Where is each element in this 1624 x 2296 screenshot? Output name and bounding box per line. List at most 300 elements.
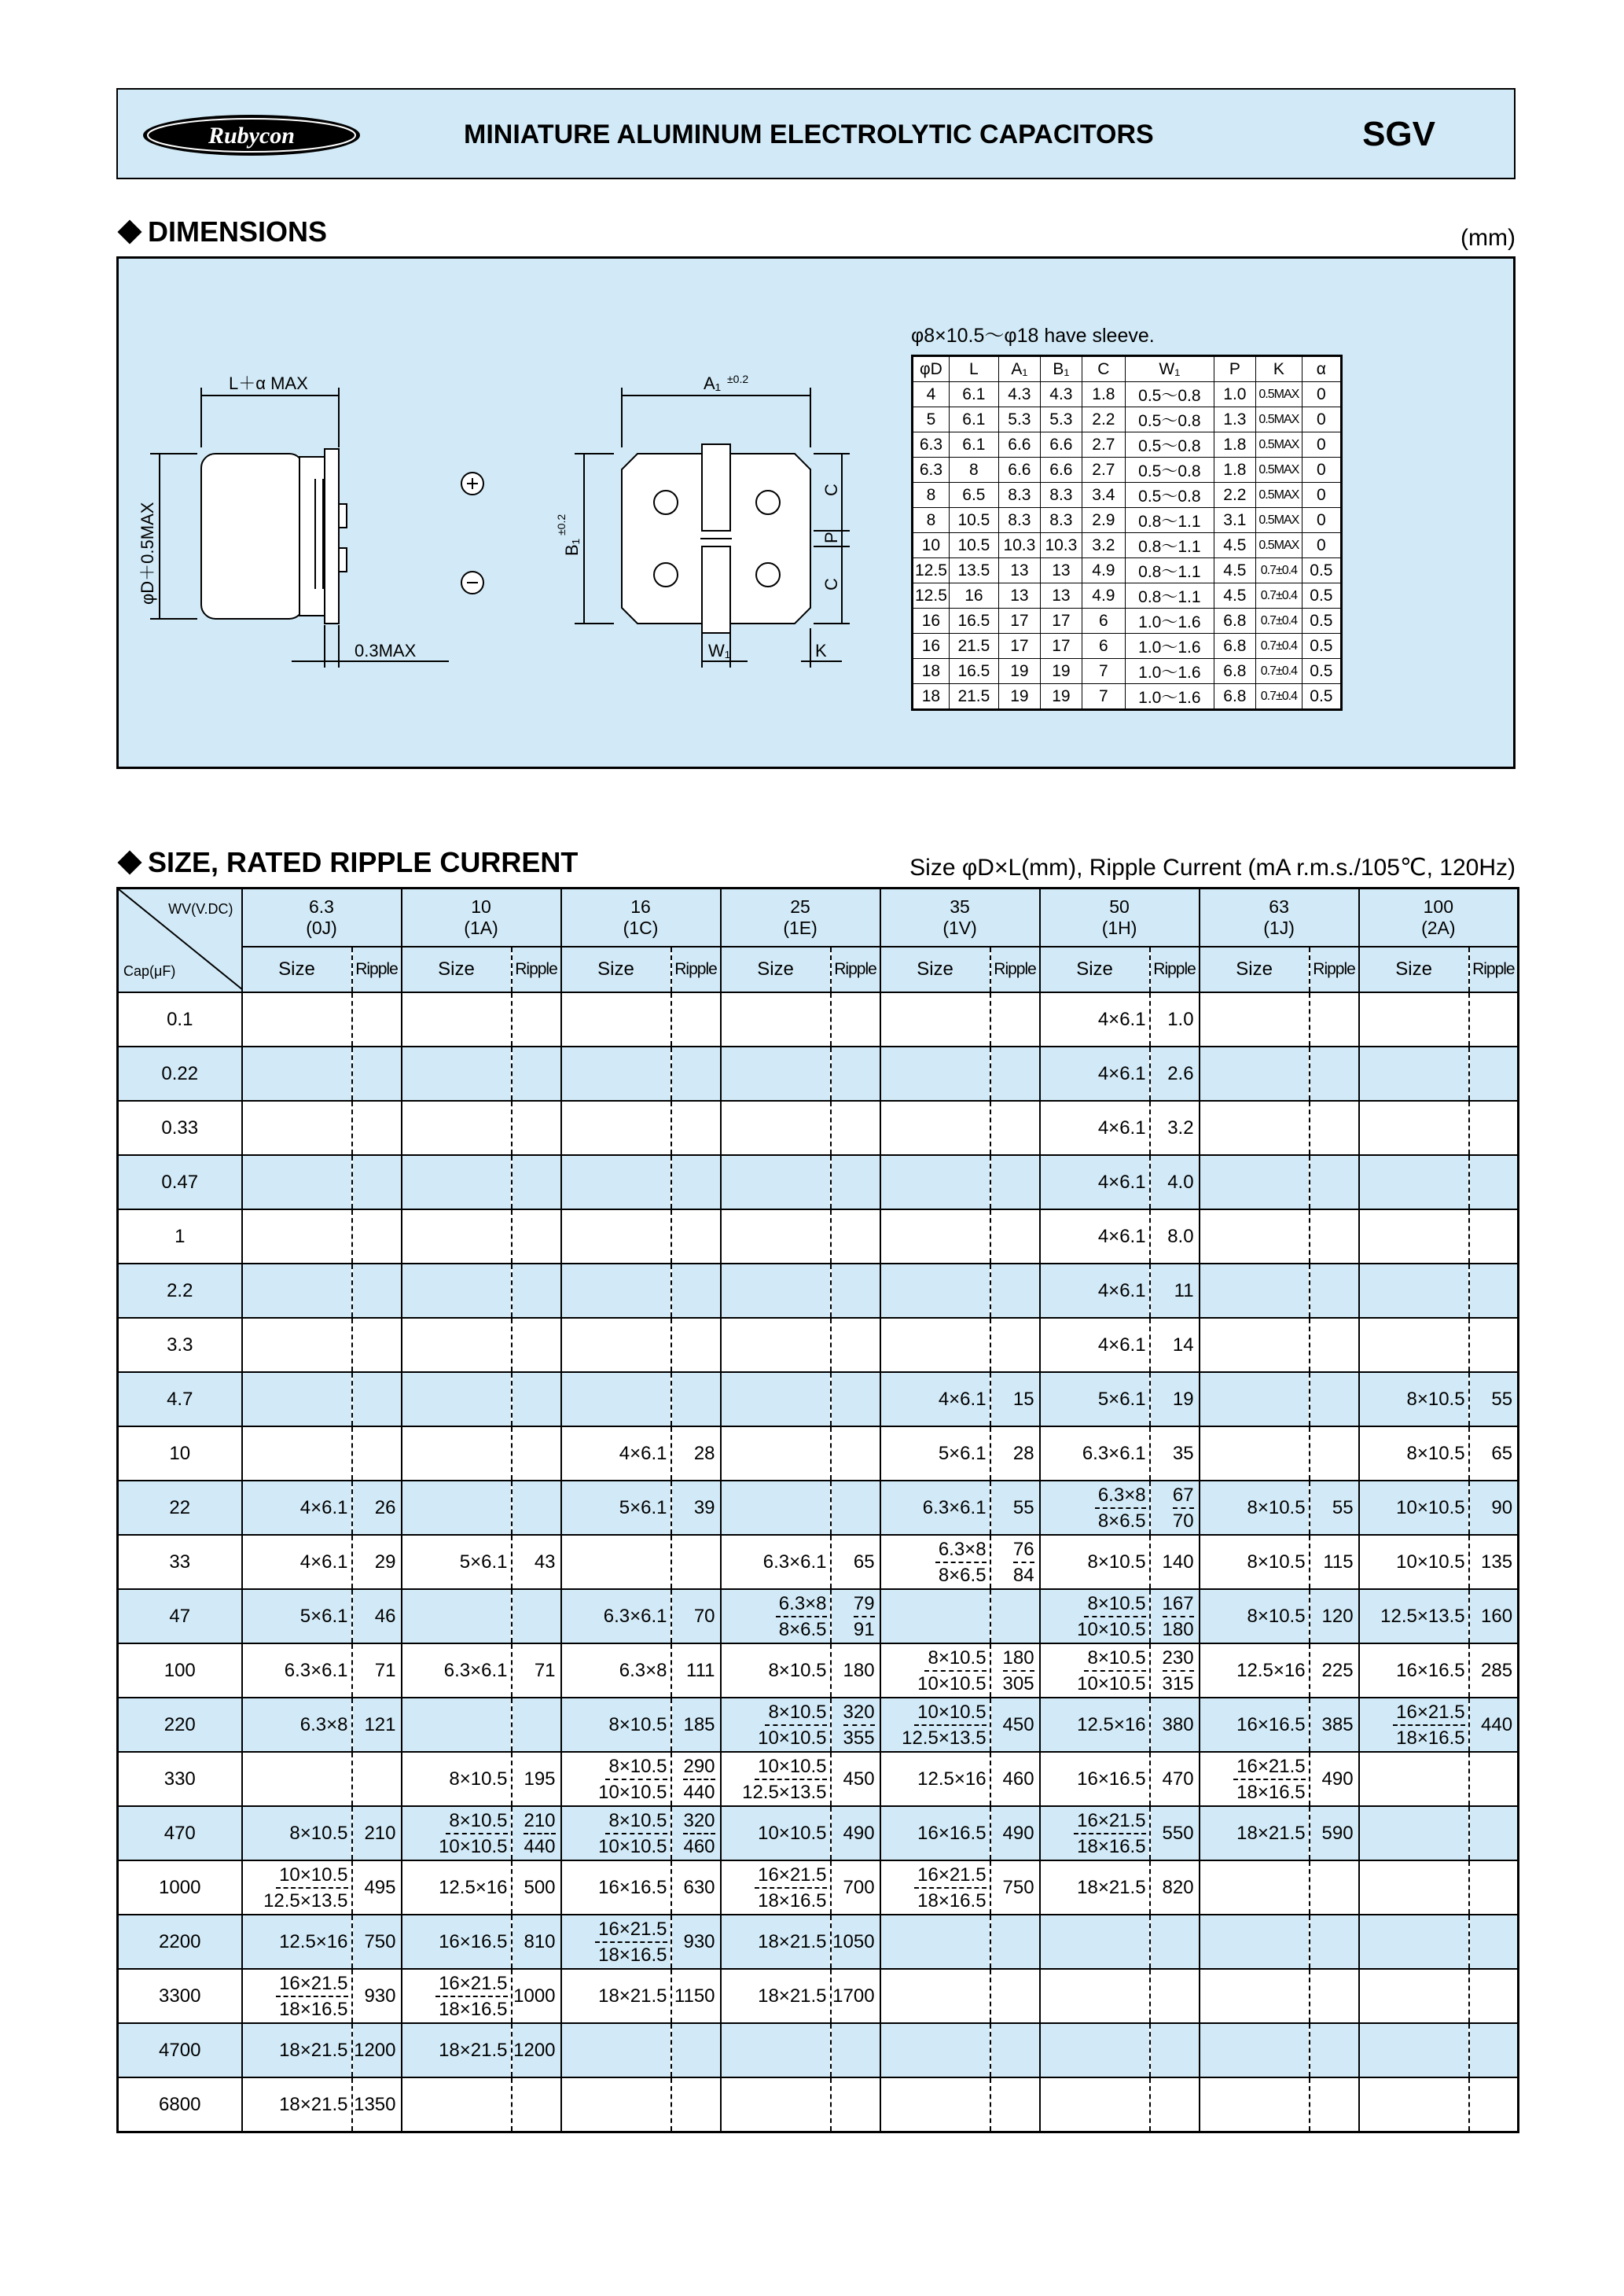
dim-cell: 17 bbox=[1040, 634, 1082, 659]
ripple-cell: 1000 bbox=[512, 1969, 561, 2023]
dim-cell: 19 bbox=[998, 659, 1040, 684]
size-cell: 16×16.5 bbox=[561, 1860, 671, 1915]
ripple-cell: 820 bbox=[1150, 1860, 1200, 1915]
dim-cell: 10 bbox=[913, 533, 950, 558]
dim-cell: 0.5～0.8 bbox=[1125, 432, 1214, 458]
ripple-value: 70 bbox=[1172, 1510, 1194, 1532]
ripple-cell: 39 bbox=[671, 1481, 721, 1535]
size-col-header: Size bbox=[242, 947, 352, 992]
size-cell bbox=[721, 1209, 831, 1264]
ripple-col-header: Ripple bbox=[1310, 947, 1359, 992]
size-cell bbox=[561, 1806, 671, 1860]
ripple-cell bbox=[1310, 1101, 1359, 1155]
size-cell bbox=[1040, 1589, 1150, 1643]
dim-cell: 0.8～1.1 bbox=[1125, 508, 1214, 533]
corner-wv-label: WV(V.DC) bbox=[168, 901, 233, 917]
size-cell bbox=[721, 1155, 831, 1209]
ripple-header-voltage-row bbox=[118, 889, 1519, 947]
size-cell bbox=[721, 1481, 831, 1535]
ripple-col-header: Ripple bbox=[352, 947, 402, 992]
voltage-code: (1H) bbox=[1101, 918, 1137, 938]
ripple-cell: 1150 bbox=[671, 1969, 721, 2023]
capacitance-cell: 220 bbox=[118, 1698, 242, 1752]
dim-cell: 6.6 bbox=[998, 432, 1040, 458]
ripple-cell: 1700 bbox=[831, 1969, 880, 2023]
dim-col-header: A₁ bbox=[998, 356, 1040, 382]
size-cell: 8×10.5 bbox=[1200, 1481, 1310, 1535]
dim-cell: 0.5 bbox=[1302, 583, 1341, 609]
dim-cell: 21.5 bbox=[949, 684, 998, 710]
size-cell bbox=[880, 1589, 990, 1643]
size-cell bbox=[242, 1209, 352, 1264]
ripple-cell bbox=[990, 1969, 1040, 2023]
dim-col-header: P bbox=[1214, 356, 1255, 382]
ripple-cell: 160 bbox=[1469, 1589, 1519, 1643]
voltage-value: 50 bbox=[1109, 896, 1130, 917]
ripple-cell: 490 bbox=[1310, 1752, 1359, 1806]
ripple-cell bbox=[1310, 1426, 1359, 1481]
size-value: 6.3×8 bbox=[776, 1591, 827, 1617]
ripple-cell: 210 bbox=[352, 1806, 402, 1860]
ripple-cell: 140 bbox=[1150, 1535, 1200, 1589]
size-value: 12.5×13.5 bbox=[263, 1889, 348, 1911]
size-cell bbox=[561, 1047, 671, 1101]
ripple-cell: 111 bbox=[671, 1643, 721, 1698]
size-cell: 16×16.5 bbox=[880, 1806, 990, 1860]
dim-cell: 10.3 bbox=[1040, 533, 1082, 558]
dim-cell: 19 bbox=[1040, 659, 1082, 684]
size-value: 10×10.5 bbox=[439, 1835, 508, 1857]
dim-cell: 4.3 bbox=[998, 382, 1040, 407]
dim-cell: 0.5 bbox=[1302, 558, 1341, 583]
size-value: 10×10.5 bbox=[1077, 1618, 1146, 1640]
size-stack bbox=[1360, 1700, 1465, 1750]
size-stack bbox=[243, 1971, 348, 2022]
size-stack bbox=[243, 1863, 348, 1913]
dim-cell: 13 bbox=[998, 558, 1040, 583]
dim-cell: 13 bbox=[998, 583, 1040, 609]
size-cell bbox=[880, 1209, 990, 1264]
size-cell bbox=[1040, 1969, 1150, 2023]
ripple-cell: 120 bbox=[1310, 1589, 1359, 1643]
voltage-header bbox=[880, 889, 1040, 947]
ripple-cell bbox=[831, 1372, 880, 1426]
size-cell bbox=[1200, 1209, 1310, 1264]
ripple-cell bbox=[831, 1047, 880, 1101]
dim-cell: 0.5MAX bbox=[1255, 432, 1302, 458]
dim-cell: 0.7±0.4 bbox=[1255, 684, 1302, 710]
dim-cell: 8 bbox=[949, 458, 998, 483]
corner-cap-label: Cap(μF) bbox=[123, 963, 176, 979]
ripple-cell: 750 bbox=[990, 1860, 1040, 1915]
size-cell bbox=[1359, 1806, 1469, 1860]
ripple-value: 460 bbox=[683, 1835, 715, 1857]
ripple-table-row bbox=[118, 1806, 1519, 1860]
ripple-stack bbox=[1151, 1646, 1194, 1696]
capacitance-cell: 2.2 bbox=[118, 1264, 242, 1318]
size-value: 12.5×13.5 bbox=[902, 1727, 987, 1749]
size-cell bbox=[242, 1101, 352, 1155]
dim-cell: 0.7±0.4 bbox=[1255, 583, 1302, 609]
dim-cell: 0.8～1.1 bbox=[1125, 533, 1214, 558]
ripple-cell bbox=[352, 1372, 402, 1426]
size-cell: 8×10.5 bbox=[1359, 1426, 1469, 1481]
ripple-cell bbox=[990, 1155, 1040, 1209]
size-stack bbox=[881, 1863, 987, 1913]
dim-cell: 0 bbox=[1302, 533, 1341, 558]
label-k: K bbox=[815, 641, 827, 660]
voltage-value: 25 bbox=[790, 896, 810, 917]
size-col-header: Size bbox=[402, 947, 512, 992]
dim-cell: 0 bbox=[1302, 407, 1341, 432]
voltage-header bbox=[561, 889, 721, 947]
ripple-cell bbox=[990, 1535, 1040, 1589]
dim-cell: 6 bbox=[1082, 634, 1125, 659]
label-b1-tol: ±0.2 bbox=[555, 513, 568, 535]
ripple-cell bbox=[512, 1101, 561, 1155]
size-value: 18×16.5 bbox=[1236, 1781, 1306, 1803]
size-cell bbox=[561, 1264, 671, 1318]
capacitance-cell: 2200 bbox=[118, 1915, 242, 1969]
dim-cell: 0.5MAX bbox=[1255, 382, 1302, 407]
ripple-table bbox=[116, 887, 1519, 2133]
dim-cell: 16.5 bbox=[949, 609, 998, 634]
ripple-cell bbox=[831, 1155, 880, 1209]
size-cell: 18×21.5 bbox=[1200, 1806, 1310, 1860]
ripple-cell bbox=[831, 992, 880, 1047]
dim-cell: 4.5 bbox=[1214, 583, 1255, 609]
size-cell: 8×10.5 bbox=[1359, 1372, 1469, 1426]
size-cell: 12.5×16 bbox=[1040, 1698, 1150, 1752]
dim-cell: 10.5 bbox=[949, 508, 998, 533]
size-stack bbox=[881, 1537, 987, 1588]
ripple-cell bbox=[1150, 1481, 1200, 1535]
ripple-cell bbox=[512, 1806, 561, 1860]
dim-cell: 4.5 bbox=[1214, 558, 1255, 583]
dim-cell: 0.5MAX bbox=[1255, 407, 1302, 432]
ripple-cell bbox=[671, 2023, 721, 2077]
size-cell bbox=[242, 1047, 352, 1101]
dim-cell: 7 bbox=[1082, 659, 1125, 684]
size-cell bbox=[402, 2077, 512, 2132]
dim-table-row bbox=[913, 382, 1342, 407]
dim-cell: 0.7±0.4 bbox=[1255, 609, 1302, 634]
ripple-cell bbox=[512, 1264, 561, 1318]
ripple-cell bbox=[1469, 992, 1519, 1047]
ripple-table-row bbox=[118, 1698, 1519, 1752]
ripple-cell bbox=[1310, 1915, 1359, 1969]
size-cell: 18×21.5 bbox=[721, 1969, 831, 2023]
size-cell bbox=[1200, 1155, 1310, 1209]
label-lead-protrusion: 0.3MAX bbox=[355, 641, 417, 660]
dim-table-row bbox=[913, 533, 1342, 558]
size-cell bbox=[561, 2077, 671, 2132]
size-cell bbox=[242, 1752, 352, 1806]
voltage-header bbox=[721, 889, 880, 947]
voltage-code: (1V) bbox=[942, 918, 977, 938]
ripple-cell: 55 bbox=[1469, 1372, 1519, 1426]
voltage-code: (2A) bbox=[1421, 918, 1456, 938]
ripple-table-row bbox=[118, 1535, 1519, 1589]
size-cell bbox=[402, 1481, 512, 1535]
size-cell bbox=[402, 1969, 512, 2023]
ripple-cell bbox=[1150, 1589, 1200, 1643]
capacitance-cell: 22 bbox=[118, 1481, 242, 1535]
size-cell bbox=[721, 1426, 831, 1481]
ripple-cell bbox=[671, 1155, 721, 1209]
ripple-cell: 1200 bbox=[512, 2023, 561, 2077]
ripple-table-row bbox=[118, 2023, 1519, 2077]
dim-table-row bbox=[913, 558, 1342, 583]
ripple-stack bbox=[832, 1591, 875, 1642]
size-cell bbox=[402, 992, 512, 1047]
ripple-cell: 26 bbox=[352, 1481, 402, 1535]
dim-cell: 6.3 bbox=[913, 458, 950, 483]
ripple-cell bbox=[671, 1806, 721, 1860]
size-value: 16×21.5 bbox=[914, 1863, 986, 1889]
label-p: P bbox=[821, 532, 841, 543]
ripple-cell: 90 bbox=[1469, 1481, 1519, 1535]
size-cell bbox=[242, 1426, 352, 1481]
ripple-cell: 450 bbox=[990, 1698, 1040, 1752]
size-cell bbox=[402, 1101, 512, 1155]
size-cell bbox=[561, 1752, 671, 1806]
size-value: 16×21.5 bbox=[435, 1971, 507, 1997]
ripple-cell: 35 bbox=[1150, 1426, 1200, 1481]
capacitance-cell: 1 bbox=[118, 1209, 242, 1264]
size-cell bbox=[721, 1372, 831, 1426]
size-cell bbox=[721, 1047, 831, 1101]
size-value: 10×10.5 bbox=[598, 1835, 667, 1857]
dim-cell: 17 bbox=[998, 609, 1040, 634]
size-cell: 16×16.5 bbox=[1040, 1752, 1150, 1806]
ripple-cell bbox=[1469, 2023, 1519, 2077]
voltage-value: 63 bbox=[1269, 896, 1289, 917]
size-cell: 6.3×8 bbox=[242, 1698, 352, 1752]
size-cell bbox=[721, 1698, 831, 1752]
ripple-cell: 71 bbox=[512, 1643, 561, 1698]
capacitance-cell: 10 bbox=[118, 1426, 242, 1481]
size-cell: 4×6.1 bbox=[1040, 1318, 1150, 1372]
ripple-cell: 55 bbox=[1310, 1481, 1359, 1535]
size-value: 8×6.5 bbox=[938, 1564, 987, 1586]
dim-cell: 0.5～0.8 bbox=[1125, 382, 1214, 407]
size-value: 16×21.5 bbox=[755, 1863, 826, 1889]
size-cell: 8×10.5 bbox=[721, 1643, 831, 1698]
dim-cell: 0.5MAX bbox=[1255, 533, 1302, 558]
size-cell: 8×10.5 bbox=[1200, 1589, 1310, 1643]
ripple-stack bbox=[991, 1537, 1034, 1588]
size-cell bbox=[1200, 1426, 1310, 1481]
size-value: 8×6.5 bbox=[1097, 1510, 1146, 1532]
ripple-cell bbox=[1310, 2023, 1359, 2077]
dim-cell: 6.6 bbox=[998, 458, 1040, 483]
ripple-cell: 115 bbox=[1310, 1535, 1359, 1589]
dim-cell: 1.0～1.6 bbox=[1125, 609, 1214, 634]
size-cell bbox=[721, 1264, 831, 1318]
dim-cell: 5 bbox=[913, 407, 950, 432]
dim-cell: 13 bbox=[1040, 558, 1082, 583]
capacitance-cell: 3.3 bbox=[118, 1318, 242, 1372]
ripple-stack bbox=[672, 1754, 715, 1805]
ripple-cell bbox=[512, 1318, 561, 1372]
size-cell bbox=[242, 1264, 352, 1318]
size-value: 10×10.5 bbox=[276, 1863, 347, 1889]
ripple-cell bbox=[512, 1047, 561, 1101]
size-cell bbox=[880, 1264, 990, 1318]
size-cell bbox=[1040, 2023, 1150, 2077]
series-code: SGV bbox=[1362, 115, 1435, 153]
ripple-cell bbox=[352, 1264, 402, 1318]
voltage-value: 16 bbox=[630, 896, 651, 917]
ripple-cell: 4.0 bbox=[1150, 1155, 1200, 1209]
voltage-code: (1C) bbox=[623, 918, 659, 938]
size-cell bbox=[880, 2023, 990, 2077]
size-stack bbox=[722, 1863, 827, 1913]
dim-cell: 6.1 bbox=[949, 407, 998, 432]
header-banner bbox=[116, 88, 1516, 179]
ripple-cell bbox=[831, 1698, 880, 1752]
ripple-table-row bbox=[118, 992, 1519, 1047]
ripple-cell bbox=[990, 1318, 1040, 1372]
size-value: 8×6.5 bbox=[778, 1618, 827, 1640]
size-cell bbox=[1200, 992, 1310, 1047]
ripple-cell bbox=[352, 1209, 402, 1264]
size-cell: 6.3×6.1 bbox=[880, 1481, 990, 1535]
capacitance-cell: 0.33 bbox=[118, 1101, 242, 1155]
ripple-cell bbox=[1469, 1047, 1519, 1101]
ripple-cell: 1350 bbox=[352, 2077, 402, 2132]
size-cell bbox=[880, 1535, 990, 1589]
ripple-cell bbox=[1150, 1643, 1200, 1698]
ripple-value: 84 bbox=[1012, 1564, 1034, 1586]
ripple-table-row bbox=[118, 1372, 1519, 1426]
ripple-table-row bbox=[118, 1752, 1519, 1806]
ripple-cell bbox=[1310, 1155, 1359, 1209]
size-stack bbox=[1041, 1591, 1146, 1642]
size-value: 18×16.5 bbox=[917, 1889, 987, 1911]
dim-cell: 3.4 bbox=[1082, 483, 1125, 508]
size-cell bbox=[721, 2023, 831, 2077]
ripple-cell: 630 bbox=[671, 1860, 721, 1915]
ripple-value: 180 bbox=[1003, 1646, 1034, 1672]
ripple-value: 67 bbox=[1173, 1483, 1194, 1509]
size-cell: 18×21.5 bbox=[561, 1969, 671, 2023]
dim-col-header: K bbox=[1255, 356, 1302, 382]
size-cell bbox=[721, 2077, 831, 2132]
ripple-cell: 550 bbox=[1150, 1806, 1200, 1860]
size-cell bbox=[1200, 2077, 1310, 2132]
dim-table-row bbox=[913, 458, 1342, 483]
size-col-header: Size bbox=[1200, 947, 1310, 992]
size-cell bbox=[1040, 1643, 1150, 1698]
size-value: 10×10.5 bbox=[758, 1727, 827, 1749]
size-cell bbox=[1040, 1915, 1150, 1969]
size-cell: 4×6.1 bbox=[1040, 992, 1150, 1047]
size-value: 16×21.5 bbox=[276, 1971, 347, 1997]
capacitance-cell: 47 bbox=[118, 1589, 242, 1643]
ripple-value: 91 bbox=[853, 1618, 875, 1640]
dim-cell: 4.9 bbox=[1082, 558, 1125, 583]
ripple-stack bbox=[513, 1808, 556, 1859]
ripple-stack bbox=[832, 1700, 875, 1750]
size-value: 16×21.5 bbox=[1233, 1754, 1305, 1780]
size-cell bbox=[561, 1372, 671, 1426]
sleeve-note: φ8×10.5～φ18 have sleeve. bbox=[911, 325, 1155, 347]
size-cell bbox=[402, 1426, 512, 1481]
size-cell bbox=[1200, 2023, 1310, 2077]
dim-col-header: C bbox=[1082, 356, 1125, 382]
size-col-header: Size bbox=[721, 947, 831, 992]
ripple-cell bbox=[831, 1209, 880, 1264]
dim-cell: 5.3 bbox=[998, 407, 1040, 432]
label-c-top: C bbox=[821, 484, 841, 496]
ripple-table-row bbox=[118, 1318, 1519, 1372]
size-cell bbox=[1359, 1860, 1469, 1915]
ripple-cell bbox=[831, 1589, 880, 1643]
label-b1: B₁ bbox=[562, 538, 582, 556]
size-cell bbox=[242, 992, 352, 1047]
ripple-cell bbox=[1469, 1969, 1519, 2023]
size-cell: 8×10.5 bbox=[402, 1752, 512, 1806]
ripple-cell: 71 bbox=[352, 1643, 402, 1698]
size-cell bbox=[402, 1806, 512, 1860]
dim-cell: 8.3 bbox=[998, 483, 1040, 508]
size-cell: 6.3×6.1 bbox=[1040, 1426, 1150, 1481]
voltage-header bbox=[1200, 889, 1359, 947]
ripple-cell bbox=[1469, 1209, 1519, 1264]
dim-cell: 16.5 bbox=[949, 659, 998, 684]
size-cell bbox=[1200, 1047, 1310, 1101]
size-cell bbox=[561, 1155, 671, 1209]
ripple-cell bbox=[1150, 2077, 1200, 2132]
size-cell bbox=[1200, 1969, 1310, 2023]
ripple-cell bbox=[990, 1209, 1040, 1264]
ripple-cell: 65 bbox=[1469, 1426, 1519, 1481]
ripple-table-row bbox=[118, 1915, 1519, 1969]
ripple-col-header: Ripple bbox=[990, 947, 1040, 992]
dim-cell: 4.9 bbox=[1082, 583, 1125, 609]
size-stack bbox=[402, 1971, 508, 2022]
size-value: 10×10.5 bbox=[598, 1781, 667, 1803]
dim-cell: 0 bbox=[1302, 508, 1341, 533]
ripple-cell: 225 bbox=[1310, 1643, 1359, 1698]
size-cell: 4×6.1 bbox=[880, 1372, 990, 1426]
size-cell bbox=[880, 2077, 990, 2132]
size-cell bbox=[1359, 1264, 1469, 1318]
ripple-stack bbox=[1151, 1483, 1194, 1533]
ripple-cell: 121 bbox=[352, 1698, 402, 1752]
size-cell bbox=[1040, 1481, 1150, 1535]
ripple-stack bbox=[991, 1646, 1034, 1696]
size-stack bbox=[402, 1808, 508, 1859]
size-cell: 4×6.1 bbox=[1040, 1101, 1150, 1155]
ripple-cell bbox=[831, 2077, 880, 2132]
size-cell bbox=[1359, 2023, 1469, 2077]
dim-cell: 1.8 bbox=[1214, 458, 1255, 483]
capacitance-cell: 0.47 bbox=[118, 1155, 242, 1209]
dim-table-row bbox=[913, 659, 1342, 684]
size-cell bbox=[402, 1209, 512, 1264]
dim-cell: 8 bbox=[913, 483, 950, 508]
size-cell bbox=[880, 992, 990, 1047]
size-cell bbox=[880, 1643, 990, 1698]
ripple-cell bbox=[1469, 1915, 1519, 1969]
ripple-cell: 29 bbox=[352, 1535, 402, 1589]
size-stack bbox=[881, 1700, 987, 1750]
ripple-value: 180 bbox=[1162, 1618, 1194, 1640]
ripple-cell: 11 bbox=[1150, 1264, 1200, 1318]
